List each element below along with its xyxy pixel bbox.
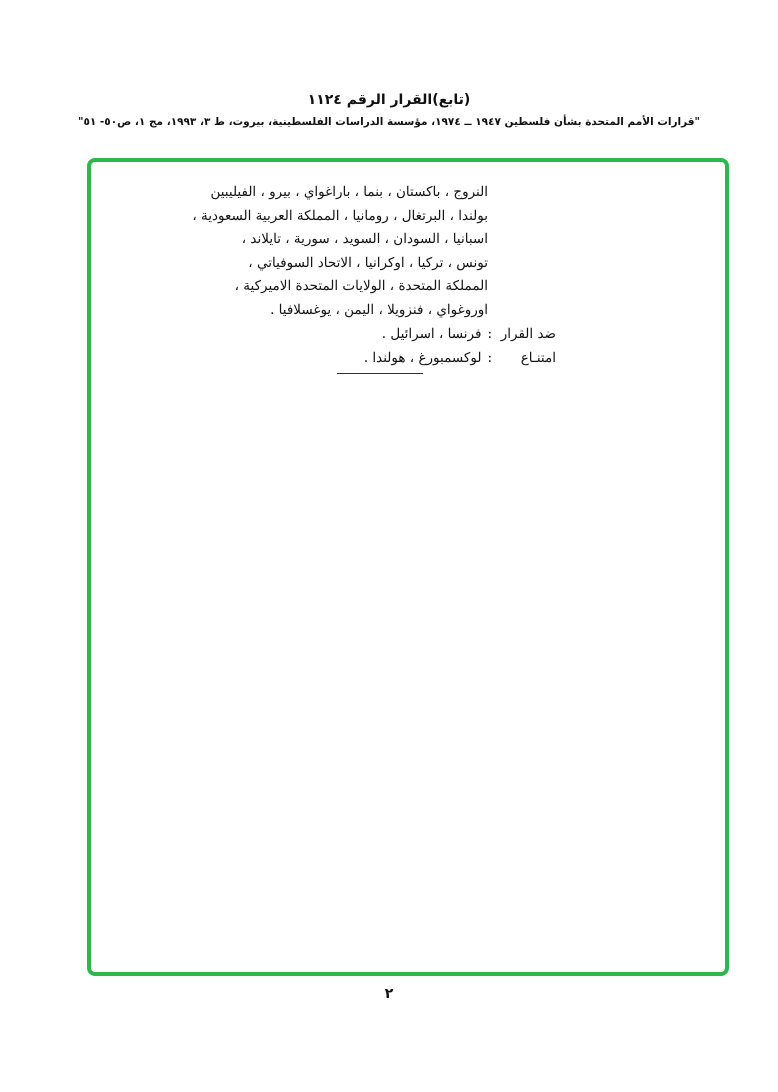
voters-line: اوروغواي ، فنزويلا ، اليمن ، يوغسلافيا .: [270, 301, 488, 318]
against-label: ضد القرار: [500, 326, 556, 342]
resolution-title: (تابع)القرار الرقم ١١٢٤: [307, 92, 471, 108]
abstention-countries: لوكسمبورغ ، هولندا .: [363, 349, 482, 366]
vote-results: [364, 323, 556, 370]
voters-line: اسبانيا ، السودان ، السويد ، سورية ، تايلاند ،: [241, 231, 488, 247]
voters-line: تونس ، تركيا ، اوكرانيا ، الاتحاد السوفياتي ،: [248, 254, 488, 271]
closing-rule: [337, 373, 423, 374]
against-separator: :: [487, 326, 492, 342]
abstention-separator: :: [487, 349, 492, 366]
voters-line: النروج ، باكستان ، بنما ، باراغواي ، بيرو ، الفيليبين: [210, 184, 488, 200]
against-countries: فرنسا ، اسرائيل .: [381, 326, 482, 342]
voters-in-favor-list: [192, 181, 488, 322]
voters-line: المملكة المتحدة ، الولايات المتحدة الاميركية ،: [234, 278, 488, 294]
document-header: [0, 90, 778, 130]
source-citation: "قرارات الأمم المتحدة بشأن فلسطين ١٩٤٧ ــ ١٩٧٤، مؤسسة الدراسات الفلسطينية، بيروت، ط ٣، ١٩٩٣، مج ١، ص٥٠- ٥١": [77, 116, 701, 128]
abstention-vote-line: [364, 347, 556, 371]
voters-line: بولندا ، البرتغال ، رومانيا ، المملكة العربية السعودية ،: [192, 207, 488, 224]
page-number: ٢: [384, 986, 394, 1002]
against-vote-line: [364, 323, 556, 347]
abstention-label: امتنـاع: [520, 349, 556, 366]
